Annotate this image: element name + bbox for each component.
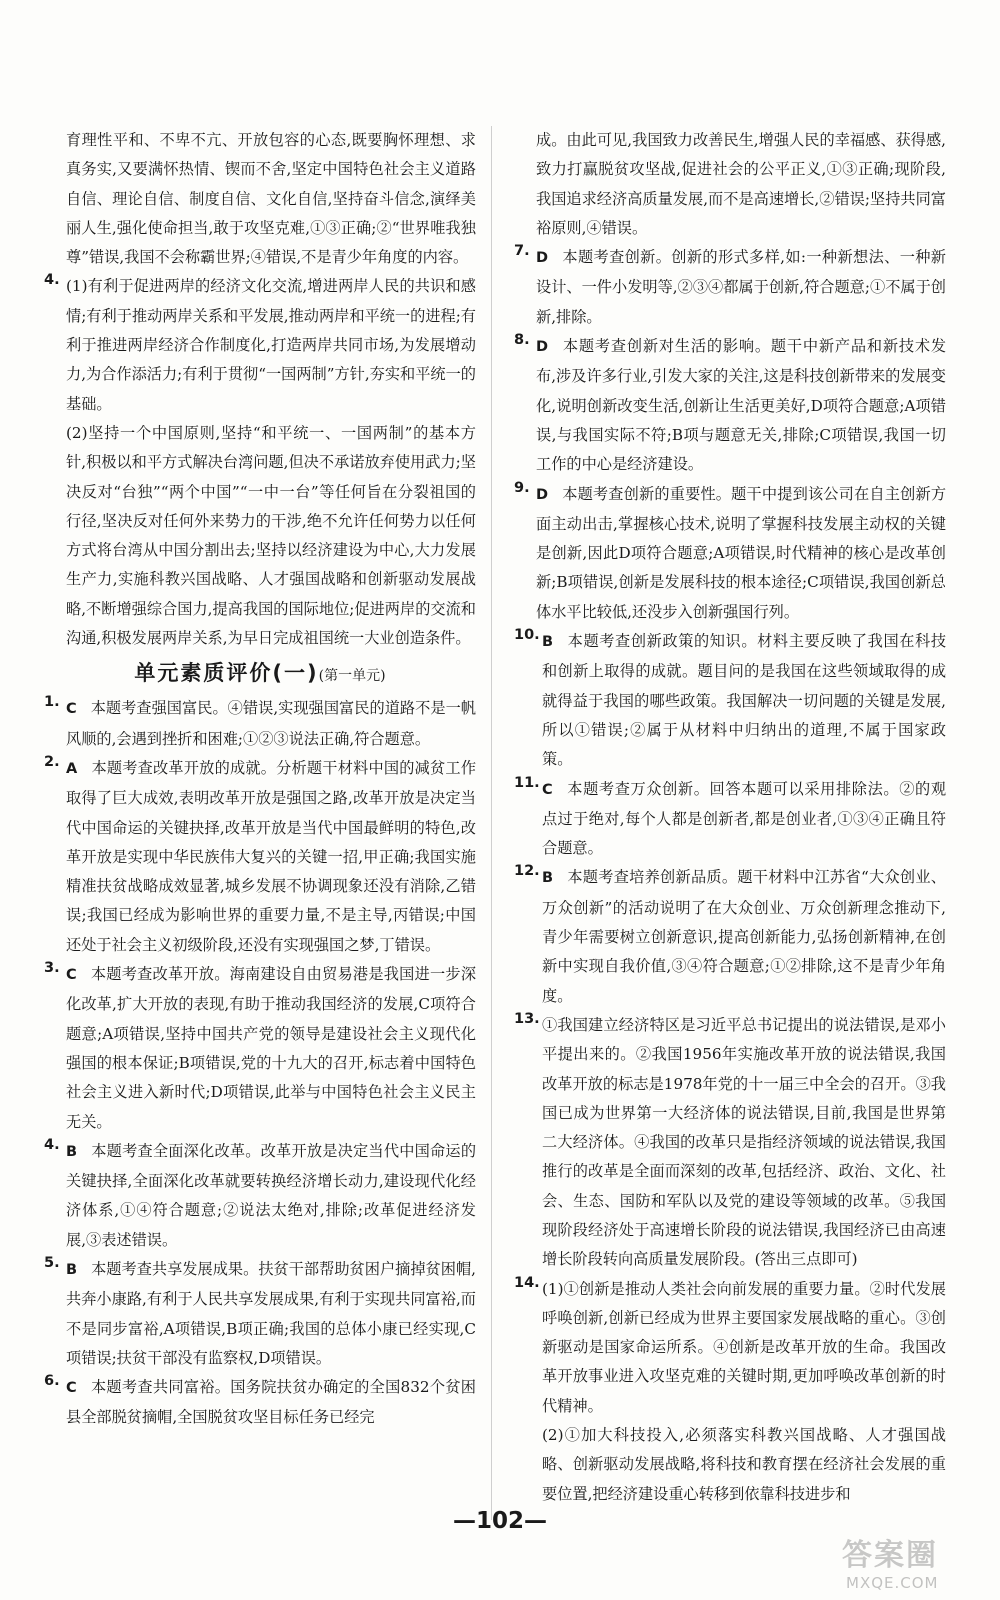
answer-item [514,332,946,479]
answer-text [66,754,476,960]
continued-paragraph: 育理性平和、不卑不亢、开放包容的心态,既要胸怀理想、求真务实,又要满怀热情、锲而不舍,坚定中国特色社会主义道路自信、理论自信、制度自信、文化自信,坚持奋斗信念,演绎美丽人生,强化使命担当,敢于攻坚克难,①③正确;②“世界唯我独尊”错误,我国不会称霸世界;④错误,不是青少年角度的内容。 [66,131,476,267]
answer-text [542,627,946,774]
answer-item [514,863,946,1010]
explanation: 本题考查创新。创新的形式多样,如:一种新想法、一种新设计、一件小发明等,②③④都属于创新,符合题意;①不属于创新,排除。 [536,248,946,326]
continued-paragraph: 成。由此可见,我国致力改善民生,增强人民的幸福感、获得感,致力打赢脱贫攻坚战,促进社会的公平正义,①③正确;现阶段,我国追求经济高质量发展,而不是高速增长,②错误;坚持共同富裕原则,④错误。 [536,131,946,237]
answer-letter: B [542,870,554,887]
question-number: 3. [44,960,60,977]
question-number: 10. [514,627,540,644]
answer-letter: C [66,1380,77,1397]
answer-text [66,1373,476,1433]
question-number: 9. [514,479,530,496]
answer-text [536,480,946,627]
question-number: 5. [44,1254,60,1271]
column-divider [491,126,492,1520]
q4-part-2: (2)坚持一个中国原则,坚持“和平统一、一国两制”的基本方针,积极以和平方式解决台湾问题,但决不承诺放弃使用武力;坚决反对“台独”“两个中国”“一中一台”等任何旨在分裂祖国的行径,坚决反对任何外来势力的干涉,绝不允许任何势力以任何方式将台湾从中国分割出去;坚持以经济建设为中心,大力发展生产力,实施科教兴国战略、人才强国战略和创新驱动发展战略,不断增强综合国力,提高我国的国际地位;促进两岸的交流和沟通,积极发展两岸关系,为早日完成祖国统一大业创造条件。 [66,423,476,648]
explanation: 本题考查共同富裕。国务院扶贫办确定的全国832个贫困县全部脱贫摘帽,全国脱贫攻坚目标任务已经完 [66,1378,476,1427]
question-13-answer [514,1011,946,1275]
explanation: 本题考查改革开放。海南建设自由贸易港是我国进一步深化改革,扩大开放的表现,有助于推动我国经济的发展,C项符合题意;A项错误,坚持中国共产党的领导是建设社会主义现代化强国的根本保证;B项错误,党的十九大的召开,标志着中国特色社会主义进入新时代;D项错误,此举与中国特色社会主义民主无关。 [66,965,476,1131]
answer-item [44,1255,476,1373]
question-number: 8. [514,332,530,349]
answer-text [66,960,476,1137]
explanation: 本题考查创新对生活的影响。题干中新产品和新技术发布,涉及许多行业,引发大家的关注,这是科技创新带来的发展变化,说明创新改变生活,创新让生活更美好,D项符合题意;A项错误,与我国实际不符;B项与题意无关,排除;C项错误,我国一切工作的中心是经济建设。 [536,337,946,474]
answer-text [542,775,946,864]
answer-letter: B [66,1261,78,1278]
watermark-url: MXQE.COM [846,1574,939,1592]
answer-letter: C [66,967,77,984]
question-number: 11. [514,774,540,791]
answer-letter: C [542,781,553,798]
watermark-brand: 答案圈 [842,1538,938,1573]
question-number: 14. [514,1274,540,1291]
answer-letter: D [536,250,549,267]
question-number: 2. [44,753,60,770]
question-14-answer [514,1275,946,1421]
answer-text [542,863,946,1010]
answer-letter: A [66,760,78,777]
question-number: 6. [44,1373,60,1390]
left-column [44,126,476,1433]
answer-letter: B [66,1143,78,1160]
right-column [514,126,946,1509]
page-number: —102— [452,1508,547,1534]
q4-part-1: (1)有利于促进两岸的经济文化交流,增进两岸人民的共识和感情;有利于推动两岸关系和平发展,推动两岸和平统一的进程;有利于推进两岸经济合作制度化,打造两岸共同市场,为发展增动力,为合作添活力;有利于贯彻“一国两制”方针,夯实和平统一的基础。 [66,277,476,413]
answer-letter: B [542,634,554,651]
explanation: 本题考查强国富民。④错误,实现强国富民的道路不是一帆风顺的,会遇到挫折和困难;①②③说法正确,符合题意。 [66,699,476,748]
answer-text [66,1137,476,1255]
explanation: 本题考查万众创新。回答本题可以采用排除法。②的观点过于绝对,每个人都是创新者,都是创业者,①③④正确且符合题意。 [542,779,946,858]
answer-letter: D [536,339,549,356]
question-number: 4. [44,272,60,289]
answer-text [536,332,946,479]
answer-item [514,627,946,774]
answer-item [44,754,476,960]
answer-item [44,1137,476,1255]
section-title-main: 单元素质评价(一) [134,661,319,686]
answer-item [514,775,946,864]
explanation: 本题考查共享发展成果。扶贫干部帮助贫困户摘掉贫困帽,共奔小康路,有利于人民共享发展成果,有利于实现共同富裕,而不是同步富裕,A项错误,B项正确;我国的总体小康已经实现,C项错误;扶贫干部没有监察权,D项错误。 [66,1259,476,1367]
explanation: 本题考查创新政策的知识。材料主要反映了我国在科技和创新上取得的成就。题目问的是我国在这些领域取得的成就得益于我国的哪些政策。我国解决一切问题的关键是发展,所以①错误;②属于从材料中归纳出的道理,不属于国家政策。 [542,632,946,769]
answer-text [66,1255,476,1373]
answer-text [536,243,946,332]
question-number: 1. [44,694,60,711]
question-number: 13. [514,1010,540,1027]
explanation: 本题考查改革开放的成就。分析题干材料中国的减贫工作取得了巨大成效,表明改革开放是强国之路,改革开放是决定当代中国命运的关键抉择,改革开放是当代中国最鲜明的特色,改革开放是实现中华民族伟大复兴的关键一招,甲正确;我国实施精准扶贫战略成效显著,城乡发展不协调现象还没有消除,乙错误;我国已经成为影响世界的重要力量,不是主导,丙错误;中国还处于社会主义初级阶段,还没有实现强国之梦,丁错误。 [66,758,476,954]
answer-text [66,694,476,754]
question-number: 12. [514,863,540,880]
question-4-answer [44,272,476,418]
answer-item [514,243,946,332]
question-number: 4. [44,1136,60,1153]
explanation: 本题考查创新的重要性。题干中提到该公司在自主创新方面主动出击,掌握核心技术,说明了掌握科技发展主动权的关键是创新,因此D项符合题意;A项错误,时代精神的核心是改革创新;B项错误,创新是发展科技的根本途径;C项错误,我国创新总体水平比较低,还没步入创新强国行列。 [536,484,946,621]
q14-part-2: (2)①加大科技投入,必须落实科教兴国战略、人才强国战略、创新驱动发展战略,将科技和教育摆在经济社会发展的重要位置,把经济建设重心转移到依靠科技进步和 [542,1426,946,1503]
section-title-sub: (第一单元) [318,668,386,685]
answer-letter: C [66,701,77,718]
answer-item [44,1373,476,1433]
explanation: 本题考查培养创新品质。题干材料中江苏省“大众创业、万众创新”的活动说明了在大众创业、万众创新理念推动下,青少年需要树立创新意识,提高创新能力,弘扬创新精神,在创新中实现自我价值,③④符合题意;①②排除,这不是青少年角度。 [542,868,946,1005]
answer-letter: D [536,486,549,503]
q13-text: ①我国建立经济特区是习近平总书记提出的说法错误,是邓小平提出来的。②我国1956年实施改革开放的说法错误,我国改革开放的标志是1978年党的十一届三中全会的召开。③我国已成为世界第一大经济体的说法错误,目前,我国是世界第二大经济体。④我国的改革只是指经济领域的说法错误,我国推行的改革是全面而深刻的改革,包括经济、政治、文化、社会、生态、国防和军队以及党的建设等领域的改革。⑤我国现阶段经济处于高速增长阶段的说法错误,我国经济已由高速增长阶段转向高质量发展阶段。(答出三点即可) [542,1015,946,1269]
answer-item [44,694,476,754]
section-heading [44,655,476,694]
answer-item [44,960,476,1137]
explanation: 本题考查全面深化改革。改革开放是决定当代中国命运的关键抉择,全面深化改革就要转换经济增长动力,建设现代化经济体系,①④符合题意;②说法太绝对,排除;改革促进经济发展,③表述错误。 [66,1141,476,1249]
answer-item [514,480,946,627]
question-number: 7. [514,243,530,260]
q14-part-1: (1)①创新是推动人类社会向前发展的重要力量。②时代发展呼唤创新,创新已经成为世界主要国家发展战略的重心。③创新驱动是国家命运所系。④创新是改革开放的生命。我国改革开放事业进入攻坚克难的关键时期,更加呼唤改革创新的时代精神。 [542,1279,946,1415]
watermark-logo [838,1530,988,1592]
